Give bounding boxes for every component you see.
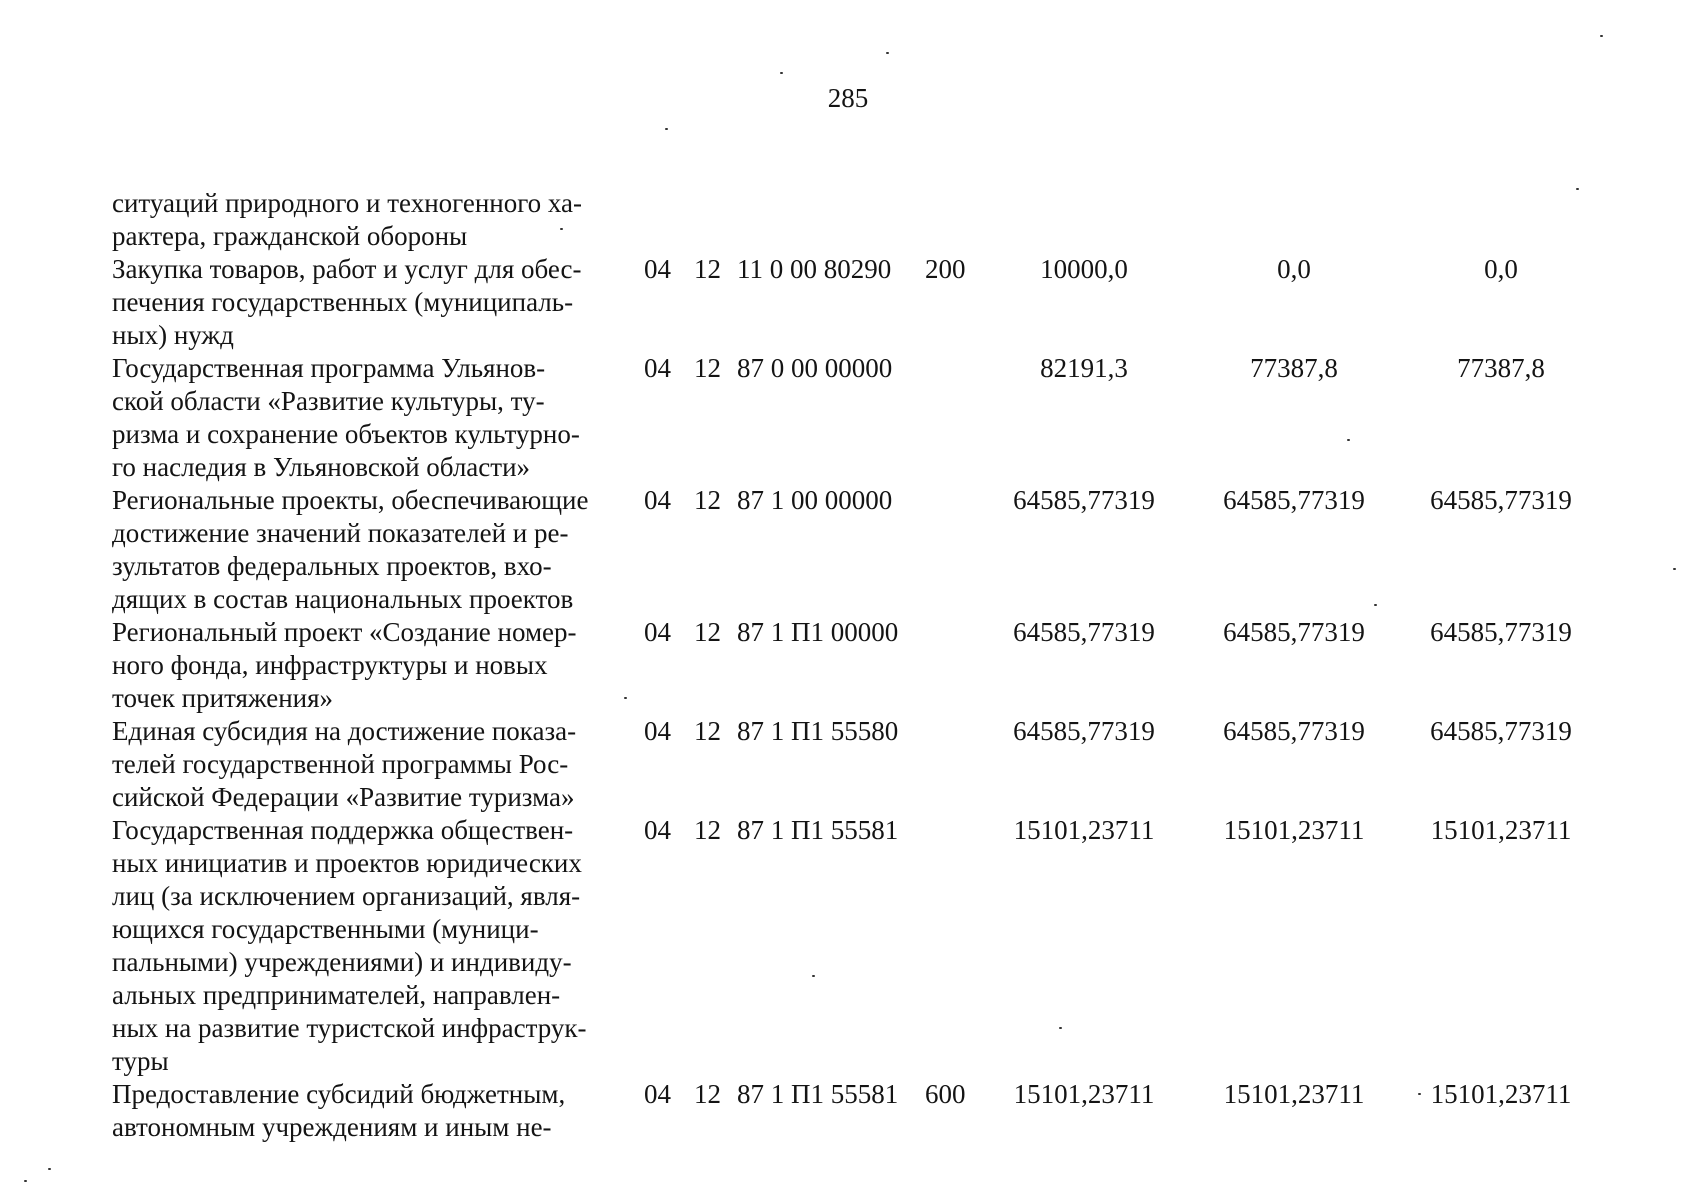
scan-speck: [624, 697, 627, 699]
amount-year-2: 15101,23711: [1223, 815, 1365, 845]
subsection-code: 12: [694, 254, 721, 284]
section-code: 04: [644, 353, 671, 383]
amount-year-1: 64585,77319: [1013, 617, 1155, 647]
scan-speck: [1418, 1093, 1421, 1095]
row-name: Государственная поддержка обществен- ных инициатив и проектов юридических лиц (за исключением организаций, явля- ющихся государственными (муници- пальными) учреждениями) и индивиду- альных предпринимателей, направлен- ных на развитие туристской инфраструк- туры: [112, 815, 587, 1076]
amount-year-2: 0,0: [1277, 254, 1311, 284]
scan-speck: [1347, 439, 1350, 441]
amount-year-2: 77387,8: [1250, 353, 1338, 383]
page-number: 285: [827, 83, 869, 113]
amount-year-2: 64585,77319: [1223, 617, 1365, 647]
row-name: Региональный проект «Создание номер- ного фонда, инфраструктуры и новых точек притяжения»: [112, 617, 577, 713]
subsection-code: 12: [694, 617, 721, 647]
scan-speck: [812, 975, 815, 977]
scan-speck: [1374, 604, 1377, 606]
target-article-code: 87 1 П1 00000: [737, 617, 899, 647]
scan-speck: [48, 1168, 51, 1170]
scan-speck: [886, 52, 889, 54]
row-name: Региональные проекты, обеспечивающие достижение значений показателей и ре- зультатов федеральных проектов, вхо- дящих в состав национальных проектов: [112, 485, 589, 614]
amount-year-3: 64585,77319: [1430, 716, 1572, 746]
amount-year-1: 15101,23711: [1013, 1079, 1155, 1109]
scan-speck: [780, 72, 783, 74]
amount-year-3: 77387,8: [1457, 353, 1545, 383]
scan-speck: [665, 128, 668, 130]
subsection-code: 12: [694, 353, 721, 383]
section-code: 04: [644, 485, 671, 515]
amount-year-2: 64585,77319: [1223, 485, 1365, 515]
scan-speck: [1600, 35, 1603, 37]
subsection-code: 12: [694, 716, 721, 746]
target-article-code: 87 0 00 00000: [737, 353, 893, 383]
scan-speck: [1059, 1027, 1062, 1029]
target-article-code: 87 1 00 00000: [737, 485, 893, 515]
expense-type-code: 200: [925, 254, 966, 284]
amount-year-3: 15101,23711: [1430, 1079, 1572, 1109]
section-code: 04: [644, 254, 671, 284]
subsection-code: 12: [694, 1079, 721, 1109]
section-code: 04: [644, 1079, 671, 1109]
amount-year-3: 15101,23711: [1430, 815, 1572, 845]
amount-year-3: 64585,77319: [1430, 617, 1572, 647]
scan-speck: [24, 1180, 27, 1182]
amount-year-3: 64585,77319: [1430, 485, 1572, 515]
amount-year-1: 64585,77319: [1013, 716, 1155, 746]
target-article-code: 87 1 П1 55581: [737, 815, 899, 845]
scan-speck: [1576, 188, 1579, 190]
amount-year-1: 15101,23711: [1013, 815, 1155, 845]
section-code: 04: [644, 716, 671, 746]
row-name: ситуаций природного и техногенного ха- рактера, гражданской обороны: [112, 188, 583, 251]
row-name: Закупка товаров, работ и услуг для обес- печения государственных (муниципаль- ных) нужд: [112, 254, 582, 350]
subsection-code: 12: [694, 815, 721, 845]
scan-speck: [1673, 568, 1676, 570]
target-article-code: 11 0 00 80290: [737, 254, 892, 284]
amount-year-1: 64585,77319: [1013, 485, 1155, 515]
target-article-code: 87 1 П1 55581: [737, 1079, 899, 1109]
amount-year-2: 64585,77319: [1223, 716, 1365, 746]
target-article-code: 87 1 П1 55580: [737, 716, 899, 746]
amount-year-2: 15101,23711: [1223, 1079, 1365, 1109]
section-code: 04: [644, 617, 671, 647]
expense-type-code: 600: [925, 1079, 966, 1109]
amount-year-1: 82191,3: [1040, 353, 1128, 383]
amount-year-1: 10000,0: [1040, 254, 1128, 284]
subsection-code: 12: [694, 485, 721, 515]
row-name: Государственная программа Ульянов- ской области «Развитие культуры, ту- ризма и сохранение объектов культурно- го наследия в Ульяновской области»: [112, 353, 580, 482]
row-name: Единая субсидия на достижение показа- телей государственной программы Рос- сийской Федерации «Развитие туризма»: [112, 716, 577, 812]
section-code: 04: [644, 815, 671, 845]
scan-speck: [560, 228, 563, 230]
amount-year-3: 0,0: [1484, 254, 1518, 284]
row-name: Предоставление субсидий бюджетным, автономным учреждениям и иным не-: [112, 1079, 566, 1142]
